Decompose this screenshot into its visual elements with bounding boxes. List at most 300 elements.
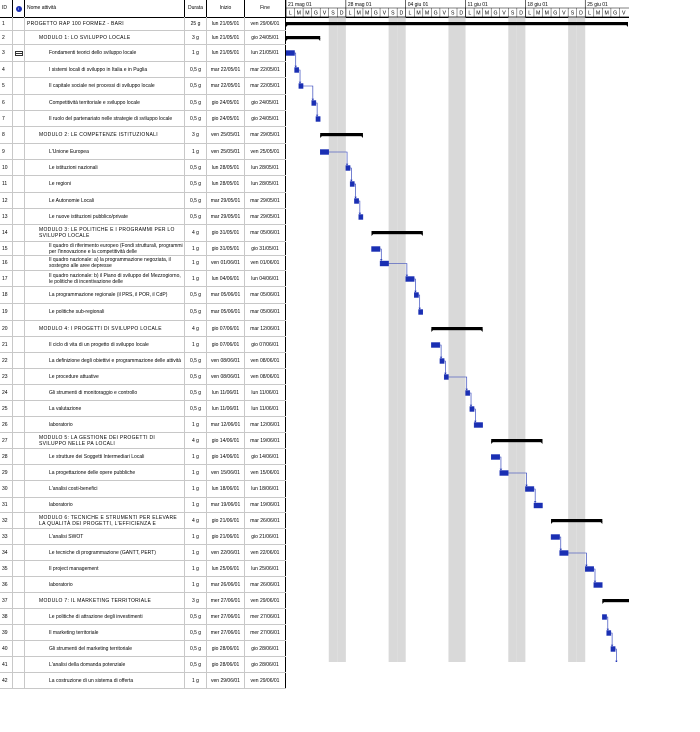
task-id[interactable]: 35 xyxy=(0,561,13,576)
summary-bar[interactable] xyxy=(431,327,482,330)
task-end[interactable]: mar 05/06/01 xyxy=(245,304,286,320)
task-start[interactable]: lun 11/06/01 xyxy=(207,385,245,400)
task-start[interactable]: lun 11/06/01 xyxy=(207,401,245,416)
task-id[interactable]: 19 xyxy=(0,304,13,320)
task-id[interactable]: 8 xyxy=(0,127,13,143)
summary-bar[interactable] xyxy=(320,133,363,136)
task-start[interactable]: gio 24/05/01 xyxy=(207,111,245,126)
task-duration[interactable]: 0,5 g xyxy=(185,641,207,656)
task-start[interactable]: lun 21/05/01 xyxy=(207,31,245,44)
task-row[interactable] xyxy=(0,176,286,193)
task-name[interactable]: I sistemi locali di sviluppo in Italia e in Puglia xyxy=(25,62,185,77)
task-id[interactable]: 10 xyxy=(0,160,13,175)
task-id[interactable]: 2 xyxy=(0,31,13,44)
task-end[interactable]: mar 12/06/01 xyxy=(245,417,286,432)
task-bar[interactable] xyxy=(470,407,474,412)
task-end[interactable]: lun 11/06/01 xyxy=(245,385,286,400)
task-row[interactable] xyxy=(0,417,286,433)
task-start[interactable]: gio 21/06/01 xyxy=(207,529,245,544)
task-name[interactable]: L'analisi SWOT xyxy=(25,529,185,544)
task-row[interactable] xyxy=(0,625,286,641)
task-id[interactable]: 38 xyxy=(0,609,13,624)
task-end[interactable]: lun 04/06/01 xyxy=(245,271,286,286)
task-name[interactable]: Le politiche di attrazione degli investimenti xyxy=(25,609,185,624)
task-id[interactable]: 29 xyxy=(0,465,13,480)
task-duration[interactable]: 0,5 g xyxy=(185,111,207,126)
task-id[interactable]: 3 xyxy=(0,45,13,61)
task-end[interactable]: gio 24/05/01 xyxy=(245,95,286,110)
task-name[interactable]: L'analisi costi-benefici xyxy=(25,481,185,497)
task-id[interactable]: 24 xyxy=(0,385,13,400)
task-row[interactable] xyxy=(0,160,286,176)
task-end[interactable]: gio 31/05/01 xyxy=(245,242,286,255)
task-id[interactable]: 42 xyxy=(0,673,13,688)
task-bar[interactable] xyxy=(414,293,418,298)
task-row[interactable] xyxy=(0,242,286,256)
task-start[interactable]: ven 25/05/01 xyxy=(207,127,245,143)
task-start[interactable]: gio 14/06/01 xyxy=(207,449,245,464)
task-end[interactable]: ven 29/06/01 xyxy=(245,673,286,688)
task-row[interactable] xyxy=(0,321,286,337)
task-bar[interactable] xyxy=(440,359,444,364)
task-duration[interactable]: 1 g xyxy=(185,481,207,497)
task-duration[interactable]: 0,5 g xyxy=(185,160,207,175)
task-bar[interactable] xyxy=(466,391,470,396)
task-bar[interactable] xyxy=(611,647,615,652)
task-name[interactable]: MODULO 1: LO SVILUPPO LOCALE xyxy=(25,31,185,44)
task-end[interactable]: gio 21/06/01 xyxy=(245,529,286,544)
task-name[interactable]: Le strutture dei Soggetti Intermediari Locali xyxy=(25,449,185,464)
summary-bar[interactable] xyxy=(602,599,629,602)
task-end[interactable]: ven 25/05/01 xyxy=(245,144,286,159)
task-duration[interactable]: 0,5 g xyxy=(185,369,207,384)
task-start[interactable]: mar 29/05/01 xyxy=(207,209,245,224)
task-row[interactable] xyxy=(0,369,286,385)
task-start[interactable]: gio 28/06/01 xyxy=(207,641,245,656)
task-duration[interactable]: 1 g xyxy=(185,529,207,544)
task-bar[interactable] xyxy=(560,551,569,556)
task-id[interactable]: 14 xyxy=(0,225,13,241)
task-name[interactable]: MODULO 2: LE COMPETENZE ISTITUZIONALI xyxy=(25,127,185,143)
task-bar[interactable] xyxy=(346,166,350,171)
task-row[interactable] xyxy=(0,193,286,209)
task-id[interactable]: 11 xyxy=(0,176,13,192)
task-end[interactable]: mar 19/06/01 xyxy=(245,498,286,512)
task-duration[interactable]: 1 g xyxy=(185,577,207,592)
task-bar[interactable] xyxy=(320,150,329,155)
task-duration[interactable]: 0,5 g xyxy=(185,609,207,624)
task-start[interactable]: mar 19/06/01 xyxy=(207,498,245,512)
task-start[interactable]: gio 14/06/01 xyxy=(207,433,245,448)
task-end[interactable]: gio 24/05/01 xyxy=(245,31,286,44)
task-row[interactable] xyxy=(0,673,286,689)
task-row[interactable] xyxy=(0,433,286,449)
task-id[interactable]: 27 xyxy=(0,433,13,448)
task-bar[interactable] xyxy=(380,261,389,266)
task-id[interactable]: 25 xyxy=(0,401,13,416)
task-name[interactable]: PROGETTO RAP 100 FORMEZ - BARI xyxy=(25,17,185,30)
task-start[interactable]: mer 27/06/01 xyxy=(207,609,245,624)
task-end[interactable]: gio 24/05/01 xyxy=(245,111,286,126)
task-bar[interactable] xyxy=(354,199,358,204)
task-bar[interactable] xyxy=(419,310,423,315)
task-start[interactable]: ven 25/05/01 xyxy=(207,144,245,159)
task-name[interactable]: Il marketing territoriale xyxy=(25,625,185,640)
task-end[interactable]: gio 14/06/01 xyxy=(245,449,286,464)
task-duration[interactable]: 1 g xyxy=(185,449,207,464)
task-end[interactable]: mar 29/05/01 xyxy=(245,209,286,224)
task-id[interactable]: 16 xyxy=(0,256,13,270)
task-bar[interactable] xyxy=(372,247,381,252)
task-name[interactable]: Gli strumenti del marketing territoriale xyxy=(25,641,185,656)
task-start[interactable]: ven 15/06/01 xyxy=(207,465,245,480)
task-id[interactable]: 5 xyxy=(0,78,13,94)
task-start[interactable]: lun 21/05/01 xyxy=(207,17,245,30)
task-id[interactable]: 36 xyxy=(0,577,13,592)
task-id[interactable]: 4 xyxy=(0,62,13,77)
task-start[interactable]: gio 31/05/01 xyxy=(207,242,245,255)
task-duration[interactable]: 1 g xyxy=(185,561,207,576)
task-row[interactable] xyxy=(0,529,286,545)
task-name[interactable]: MODULO 4: I PROGETTI DI SVILUPPO LOCALE xyxy=(25,321,185,336)
task-duration[interactable]: 1 g xyxy=(185,417,207,432)
task-start[interactable]: ven 29/06/01 xyxy=(207,673,245,688)
task-end[interactable]: lun 28/05/01 xyxy=(245,176,286,192)
task-name[interactable]: Il ciclo di vita di un progetto di sviluppo locale xyxy=(25,337,185,352)
task-end[interactable]: mer 27/06/01 xyxy=(245,625,286,640)
task-duration[interactable]: 0,5 g xyxy=(185,95,207,110)
task-bar[interactable] xyxy=(525,487,534,492)
task-id[interactable]: 15 xyxy=(0,242,13,255)
task-bar[interactable] xyxy=(406,277,415,282)
task-id[interactable]: 21 xyxy=(0,337,13,352)
task-name[interactable]: Il quadro nazionale: b) il Piano di sviluppo del Mezzogiorno, le politiche di incentivazione delle xyxy=(25,271,185,286)
task-duration[interactable]: 4 g xyxy=(185,433,207,448)
task-row[interactable] xyxy=(0,78,286,95)
task-name[interactable]: laboratorio xyxy=(25,498,185,512)
task-start[interactable]: mar 05/06/01 xyxy=(207,287,245,303)
task-duration[interactable]: 0,5 g xyxy=(185,209,207,224)
task-duration[interactable]: 0,5 g xyxy=(185,78,207,94)
task-name[interactable]: L'Unione Europea xyxy=(25,144,185,159)
task-name[interactable]: laboratorio xyxy=(25,417,185,432)
task-name[interactable]: MODULO 7: IL MARKETING TERRITORIALE xyxy=(25,593,185,608)
header-start[interactable]: Inizio xyxy=(207,0,245,17)
task-duration[interactable]: 25 g xyxy=(185,17,207,30)
task-id[interactable]: 23 xyxy=(0,369,13,384)
task-start[interactable]: gio 07/06/01 xyxy=(207,337,245,352)
task-start[interactable]: mar 12/06/01 xyxy=(207,417,245,432)
task-name[interactable]: La definizione degli obiettivi e programmazione delle attività xyxy=(25,353,185,368)
task-row[interactable] xyxy=(0,95,286,111)
task-start[interactable]: gio 28/06/01 xyxy=(207,657,245,672)
task-duration[interactable]: 1 g xyxy=(185,242,207,255)
task-row[interactable] xyxy=(0,287,286,304)
task-end[interactable]: lun 28/05/01 xyxy=(245,160,286,175)
task-id[interactable]: 1 xyxy=(0,17,13,30)
task-duration[interactable]: 1 g xyxy=(185,271,207,286)
task-duration[interactable]: 1 g xyxy=(185,144,207,159)
task-row[interactable] xyxy=(0,304,286,321)
task-bar[interactable] xyxy=(607,631,611,636)
task-start[interactable]: mar 22/05/01 xyxy=(207,78,245,94)
task-bar[interactable] xyxy=(602,615,606,620)
task-row[interactable] xyxy=(0,513,286,529)
task-bar[interactable] xyxy=(585,567,594,572)
task-row[interactable] xyxy=(0,45,286,62)
task-end[interactable]: ven 29/06/01 xyxy=(245,593,286,608)
task-name[interactable]: Le istituzioni nazionali xyxy=(25,160,185,175)
task-row[interactable] xyxy=(0,545,286,561)
task-name[interactable]: Competitività territoriale e sviluppo locale xyxy=(25,95,185,110)
task-name[interactable]: Il ruolo del partenariato nelle strategie di sviluppo locale xyxy=(25,111,185,126)
task-duration[interactable]: 1 g xyxy=(185,45,207,61)
task-duration[interactable]: 0,5 g xyxy=(185,62,207,77)
task-duration[interactable]: 0,5 g xyxy=(185,304,207,320)
task-start[interactable]: gio 31/05/01 xyxy=(207,225,245,241)
task-id[interactable]: 7 xyxy=(0,111,13,126)
task-bar[interactable] xyxy=(474,423,483,428)
task-name[interactable]: Le procedure attuative xyxy=(25,369,185,384)
summary-bar[interactable] xyxy=(372,231,423,234)
task-end[interactable]: mar 22/05/01 xyxy=(245,62,286,77)
summary-bar[interactable] xyxy=(491,439,542,442)
task-row[interactable] xyxy=(0,111,286,127)
task-duration[interactable]: 0,5 g xyxy=(185,176,207,192)
task-bar[interactable] xyxy=(350,182,354,187)
task-start[interactable]: ven 08/06/01 xyxy=(207,353,245,368)
task-start[interactable]: lun 28/05/01 xyxy=(207,160,245,175)
task-end[interactable]: ven 08/06/01 xyxy=(245,353,286,368)
header-indicators[interactable] xyxy=(13,0,25,17)
header-end[interactable]: Fine xyxy=(245,0,286,17)
task-end[interactable]: ven 22/06/01 xyxy=(245,545,286,560)
task-bar[interactable] xyxy=(359,215,363,220)
task-end[interactable]: ven 01/06/01 xyxy=(245,256,286,270)
task-id[interactable]: 41 xyxy=(0,657,13,672)
task-end[interactable]: mar 26/06/01 xyxy=(245,577,286,592)
summary-bar[interactable] xyxy=(286,22,628,25)
task-name[interactable]: La progettazione delle opere pubbliche xyxy=(25,465,185,480)
task-duration[interactable]: 1 g xyxy=(185,673,207,688)
task-duration[interactable]: 1 g xyxy=(185,545,207,560)
task-end[interactable]: lun 21/05/01 xyxy=(245,45,286,61)
task-row[interactable] xyxy=(0,337,286,353)
task-duration[interactable]: 3 g xyxy=(185,593,207,608)
task-end[interactable]: lun 11/06/01 xyxy=(245,401,286,416)
task-bar[interactable] xyxy=(316,117,320,122)
task-id[interactable]: 32 xyxy=(0,513,13,528)
task-id[interactable]: 33 xyxy=(0,529,13,544)
task-end[interactable]: lun 25/06/01 xyxy=(245,561,286,576)
task-end[interactable]: mar 26/06/01 xyxy=(245,513,286,528)
task-end[interactable]: mar 19/06/01 xyxy=(245,433,286,448)
task-id[interactable]: 28 xyxy=(0,449,13,464)
task-bar[interactable] xyxy=(286,51,295,56)
task-duration[interactable]: 1 g xyxy=(185,465,207,480)
task-name[interactable]: Gli strumenti di monitoraggio e controllo xyxy=(25,385,185,400)
task-start[interactable]: lun 21/05/01 xyxy=(207,45,245,61)
task-duration[interactable]: 1 g xyxy=(185,256,207,270)
task-end[interactable]: gio 07/06/01 xyxy=(245,337,286,352)
header-name[interactable]: Nome attività xyxy=(25,0,185,17)
task-name[interactable]: Il capitale sociale nei processi di sviluppo locale xyxy=(25,78,185,94)
task-name[interactable]: MODULO 6: TECNICHE E STRUMENTI PER ELEVARE LA QUALITÀ DEI PROGETTI, L'EFFICIENZA E xyxy=(25,513,185,528)
task-bar[interactable] xyxy=(551,535,560,540)
task-bar[interactable] xyxy=(431,343,440,348)
task-duration[interactable]: 0,5 g xyxy=(185,287,207,303)
task-start[interactable]: ven 08/06/01 xyxy=(207,369,245,384)
task-id[interactable]: 18 xyxy=(0,287,13,303)
task-bar[interactable] xyxy=(594,583,603,588)
summary-bar[interactable] xyxy=(551,519,602,522)
task-duration[interactable]: 4 g xyxy=(185,321,207,336)
task-name[interactable]: Fondamenti teorici dello sviluppo locale xyxy=(25,45,185,61)
task-id[interactable]: 31 xyxy=(0,498,13,512)
task-name[interactable]: Il quadro nazionale: a) la programmazione negoziata, il sostegno alle aree depresse xyxy=(25,256,185,270)
task-end[interactable]: ven 15/06/01 xyxy=(245,465,286,480)
task-start[interactable]: mar 29/05/01 xyxy=(207,193,245,208)
task-name[interactable]: Le regioni xyxy=(25,176,185,192)
task-end[interactable]: mar 29/05/01 xyxy=(245,127,286,143)
task-id[interactable]: 26 xyxy=(0,417,13,432)
task-id[interactable]: 40 xyxy=(0,641,13,656)
task-name[interactable]: Il quadro di riferimento europeo (Fondi strutturali, programmi per l'innovazione e la competitività delle xyxy=(25,242,185,255)
task-name[interactable]: La valutazione xyxy=(25,401,185,416)
task-id[interactable]: 17 xyxy=(0,271,13,286)
task-bar[interactable] xyxy=(500,471,509,476)
task-bar[interactable] xyxy=(444,375,448,380)
task-start[interactable]: mar 05/06/01 xyxy=(207,304,245,320)
task-name[interactable]: MODULO 5: LA GESTIONE DEI PROGETTI DI SVILUPPO NELLE PA LOCALI xyxy=(25,433,185,448)
task-name[interactable]: L'analisi della domanda potenziale xyxy=(25,657,185,672)
task-row[interactable] xyxy=(0,144,286,160)
task-row[interactable] xyxy=(0,465,286,481)
task-row[interactable] xyxy=(0,641,286,657)
task-start[interactable]: gio 07/06/01 xyxy=(207,321,245,336)
task-duration[interactable]: 0,5 g xyxy=(185,385,207,400)
task-row[interactable] xyxy=(0,256,286,271)
task-duration[interactable]: 0,5 g xyxy=(185,353,207,368)
task-id[interactable]: 22 xyxy=(0,353,13,368)
task-start[interactable]: lun 25/06/01 xyxy=(207,561,245,576)
task-row[interactable] xyxy=(0,593,286,609)
task-row[interactable] xyxy=(0,271,286,287)
task-duration[interactable]: 1 g xyxy=(185,337,207,352)
task-name[interactable]: MODULO 3: LE POLITICHE E I PROGRAMMI PER LO SVILUPPO LOCALE xyxy=(25,225,185,241)
task-duration[interactable]: 0,5 g xyxy=(185,193,207,208)
task-end[interactable]: ven 08/06/01 xyxy=(245,369,286,384)
task-name[interactable]: Le politiche sub-regionali xyxy=(25,304,185,320)
task-name[interactable]: Il project management xyxy=(25,561,185,576)
task-row[interactable] xyxy=(0,225,286,242)
task-id[interactable]: 6 xyxy=(0,95,13,110)
task-row[interactable] xyxy=(0,385,286,401)
task-row[interactable] xyxy=(0,449,286,465)
header-id[interactable]: ID xyxy=(0,0,13,17)
task-start[interactable]: lun 28/05/01 xyxy=(207,176,245,192)
task-row[interactable] xyxy=(0,561,286,577)
task-duration[interactable]: 4 g xyxy=(185,225,207,241)
task-row[interactable] xyxy=(0,657,286,673)
task-row[interactable] xyxy=(0,17,286,31)
task-row[interactable] xyxy=(0,62,286,78)
task-end[interactable]: ven 29/06/01 xyxy=(245,17,286,30)
task-end[interactable]: mar 29/05/01 xyxy=(245,193,286,208)
task-start[interactable]: mer 27/06/01 xyxy=(207,593,245,608)
task-end[interactable]: lun 18/06/01 xyxy=(245,481,286,497)
task-row[interactable] xyxy=(0,209,286,225)
task-id[interactable]: 30 xyxy=(0,481,13,497)
task-end[interactable]: mar 05/06/01 xyxy=(245,225,286,241)
task-duration[interactable]: 0,5 g xyxy=(185,657,207,672)
dependency-arrow xyxy=(500,469,503,471)
task-id[interactable]: 20 xyxy=(0,321,13,336)
header-duration[interactable]: Durata xyxy=(185,0,207,17)
task-name[interactable]: Le nuove istituzioni pubblico/private xyxy=(25,209,185,224)
task-row[interactable] xyxy=(0,127,286,144)
task-duration[interactable]: 4 g xyxy=(185,513,207,528)
task-row[interactable] xyxy=(0,481,286,498)
task-duration[interactable]: 0,5 g xyxy=(185,401,207,416)
task-row[interactable] xyxy=(0,498,286,513)
task-duration[interactable]: 3 g xyxy=(185,127,207,143)
task-bar[interactable] xyxy=(299,84,303,89)
task-id[interactable]: 13 xyxy=(0,209,13,224)
task-row[interactable] xyxy=(0,31,286,45)
task-start[interactable]: ven 22/06/01 xyxy=(207,545,245,560)
task-bar[interactable] xyxy=(534,503,543,508)
task-row[interactable] xyxy=(0,609,286,625)
task-bar[interactable] xyxy=(312,101,316,106)
task-end[interactable]: mar 12/06/01 xyxy=(245,321,286,336)
task-start[interactable]: ven 01/06/01 xyxy=(207,256,245,270)
task-bar[interactable] xyxy=(295,68,299,73)
task-end[interactable]: mar 22/05/01 xyxy=(245,78,286,94)
task-name[interactable]: laboratorio xyxy=(25,577,185,592)
task-row[interactable] xyxy=(0,401,286,417)
task-name[interactable]: Le Autonomie Locali xyxy=(25,193,185,208)
task-bar[interactable] xyxy=(491,455,500,460)
task-duration[interactable]: 0,5 g xyxy=(185,625,207,640)
task-row[interactable] xyxy=(0,577,286,593)
task-start[interactable]: gio 24/05/01 xyxy=(207,95,245,110)
task-id[interactable]: 9 xyxy=(0,144,13,159)
task-start[interactable]: lun 04/06/01 xyxy=(207,271,245,286)
task-end[interactable]: mer 27/06/01 xyxy=(245,609,286,624)
task-row[interactable] xyxy=(0,353,286,369)
task-name[interactable]: La programmazione regionale (il PRS, il POR, il CdP) xyxy=(25,287,185,303)
task-name[interactable]: Le tecniche di programmazione (GANTT, PERT) xyxy=(25,545,185,560)
task-start[interactable]: mer 27/06/01 xyxy=(207,625,245,640)
task-start[interactable]: mar 26/06/01 xyxy=(207,577,245,592)
task-start[interactable]: lun 18/06/01 xyxy=(207,481,245,497)
task-id[interactable]: 39 xyxy=(0,625,13,640)
task-duration[interactable]: 3 g xyxy=(185,31,207,44)
task-end[interactable]: gio 28/06/01 xyxy=(245,641,286,656)
task-end[interactable]: gio 28/06/01 xyxy=(245,657,286,672)
note-icon[interactable] xyxy=(15,51,23,56)
task-start[interactable]: gio 21/06/01 xyxy=(207,513,245,528)
task-start[interactable]: mar 22/05/01 xyxy=(207,62,245,77)
task-id[interactable]: 37 xyxy=(0,593,13,608)
task-duration[interactable]: 1 g xyxy=(185,498,207,512)
task-id[interactable]: 34 xyxy=(0,545,13,560)
summary-bar[interactable] xyxy=(286,36,320,39)
task-name[interactable]: La costruzione di un sistema di offerta xyxy=(25,673,185,688)
task-id[interactable]: 12 xyxy=(0,193,13,208)
task-end[interactable]: mar 05/06/01 xyxy=(245,287,286,303)
